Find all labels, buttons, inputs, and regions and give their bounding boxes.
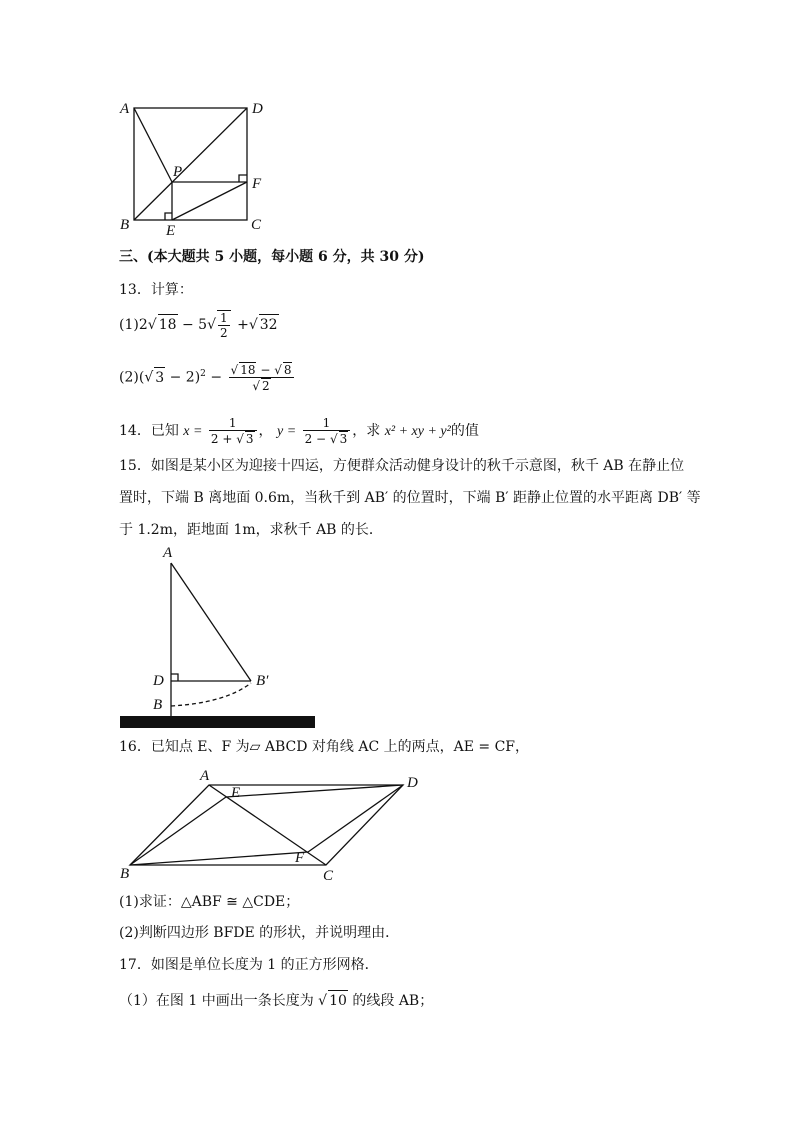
q13-p1-plus: + <box>237 317 249 333</box>
q13-p1-radicand-c: 32 <box>259 314 279 335</box>
q13-p1-frac-num: 1 <box>219 311 228 325</box>
q13-p2-prefix: (2) <box>119 369 139 386</box>
q15-line3: 于 1.2m，距地面 1m，求秋千 AB 的长． <box>119 522 383 538</box>
label-C: C <box>251 217 262 233</box>
q14-x-den: 2 + √ 3 <box>210 432 254 446</box>
q14-expr: x² + xy + y² <box>384 424 451 439</box>
q13-p2-num-op: − <box>260 363 271 377</box>
q14-tail: 的值 <box>450 423 479 439</box>
label-A: A <box>163 545 173 561</box>
q14-line <box>119 416 479 446</box>
q13-p2-minus: − <box>210 369 223 386</box>
q13-p2-exponent: 2 <box>200 368 206 379</box>
q14-prefix: 14．已知 <box>119 423 179 439</box>
label-E: E <box>166 223 176 236</box>
q14-y-den-rad: 3 <box>339 432 348 446</box>
label-B: B <box>153 697 163 713</box>
q17-part1-radicand: 10 <box>328 990 348 1011</box>
q13-p2-base-rest: − 2 <box>169 369 195 386</box>
label-A: A <box>120 101 130 117</box>
q14-x-den-a: 2 + <box>210 432 233 446</box>
q15-line2: 置时，下端 B 离地面 0.6m，当秋千到 AB′ 的位置时，下端 B′ 距静止位置的水平距离 DB′ 等 <box>119 490 701 506</box>
q16-part1: (1)求证：△ABF ≅ △CDE； <box>119 894 300 910</box>
q14-x-den-rad: 3 <box>245 432 254 446</box>
q13-p2-frac-den: √ 2 <box>252 379 270 393</box>
q14-y-num: 1 <box>303 416 351 431</box>
figure-parallelogram <box>115 764 425 886</box>
q13-stem: 13．计算： <box>119 282 193 298</box>
q14-ask: ，求 <box>352 423 381 439</box>
q13-p2-radicand: 3 <box>154 367 165 388</box>
q13-p1-coef: 2 <box>138 317 148 333</box>
q13-p1-prefix: (1) <box>119 317 139 333</box>
q16-part2: (2)判断四边形 BFDE 的形状，并说明理由． <box>119 925 400 941</box>
label-F: F <box>295 850 305 866</box>
label-A: A <box>200 768 210 784</box>
q13-part2: (2)(√ 3 − 2)$^2$ − $\frac{√ 18 - √ 8}{√ 2}$ <box>119 362 296 393</box>
q17-part1-a: （1）在图 1 中画出一条长度为 <box>119 993 314 1009</box>
q17-part1-b: 的线段 AB； <box>352 993 434 1009</box>
label-D: D <box>153 673 164 689</box>
label-C: C <box>323 868 334 884</box>
q14-y-frac <box>303 416 351 446</box>
label-D: D <box>407 775 418 791</box>
section-heading: 三、(本大题共 5 小题，每小题 6 分，共 30 分) <box>119 249 425 265</box>
q14-x-frac <box>209 416 257 446</box>
q13-p2-frac-num: √ 18 − √ 8 <box>229 362 295 378</box>
q14-x-num: 1 <box>209 416 257 431</box>
q13-p1-radicand-a: 18 <box>158 314 178 335</box>
q15-line1: 15．如图是某小区为迎接十四运，方便群众活动健身设计的秋千示意图，秋千 AB 在静止位 <box>119 458 685 474</box>
q13-p1-frac-den: 2 <box>219 326 228 340</box>
label-B-prime: B′ <box>256 673 269 689</box>
label-P: P <box>173 164 183 180</box>
q13-p2-num-a: 18 <box>240 363 256 377</box>
q14-y-den: 2 − √ 3 <box>304 432 348 446</box>
q13-p2-num-b: 8 <box>283 363 292 377</box>
q14-sep: ， <box>258 423 273 439</box>
label-E: E <box>231 785 241 801</box>
q13-p2-frac <box>229 362 295 393</box>
q14-y-var: y = <box>276 424 297 439</box>
q14-y-den-a: 2 − <box>304 432 327 446</box>
q17-stem: 17．如图是单位长度为 1 的正方形网格． <box>119 957 379 973</box>
label-B: B <box>120 217 130 233</box>
q17-part1: （1）在图 1 中画出一条长度为 √ 10 的线段 AB； <box>119 990 433 1011</box>
q13-p1-frac <box>217 310 231 340</box>
figure-swing <box>115 543 325 733</box>
q16-stem: 16．已知点 E、F 为▱ ABCD 对角线 AC 上的两点，AE = CF， <box>119 739 530 755</box>
q14-x-var: x = <box>183 424 203 439</box>
q13-p2-den-rad: 2 <box>262 379 270 393</box>
label-D: D <box>252 101 263 117</box>
label-F: F <box>252 176 262 192</box>
label-B: B <box>120 866 130 882</box>
q13-part1: (1)2√ 18 − 5√ $\frac{1}{2}$ +√ 32 <box>119 311 278 340</box>
figure-square <box>115 96 275 236</box>
q13-p1-term-b: − 5 <box>181 317 208 333</box>
